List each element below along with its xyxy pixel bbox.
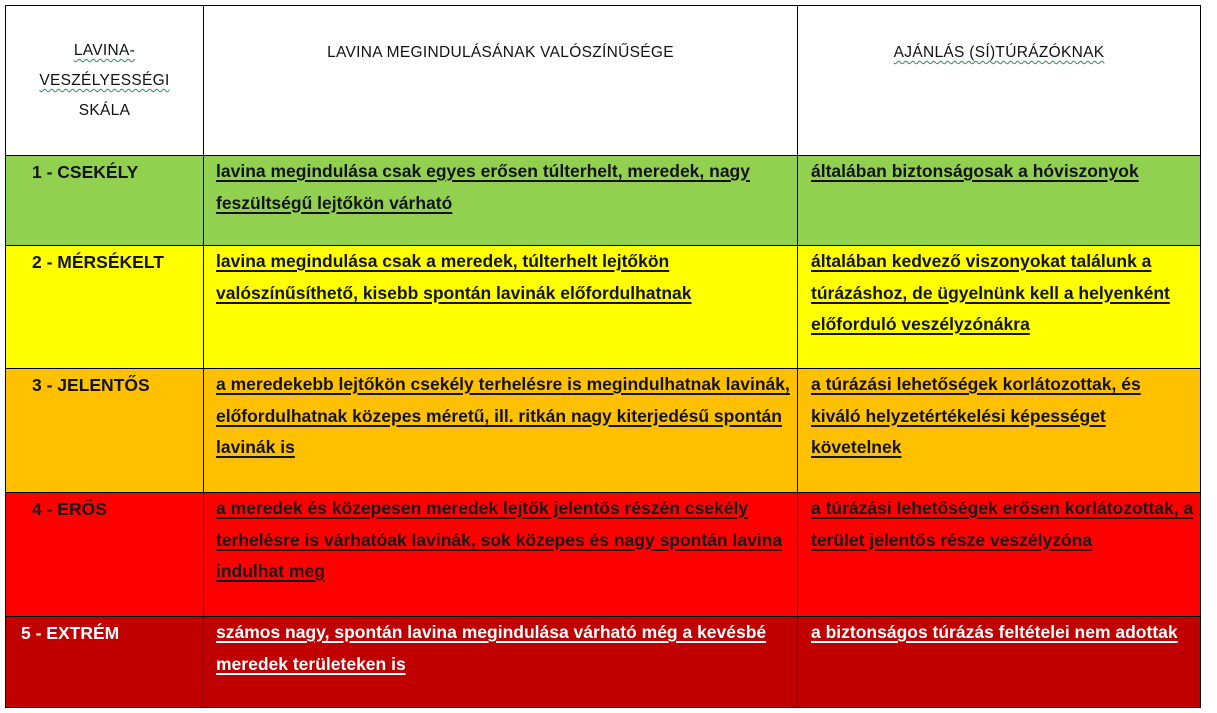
header-danger-scale-line2: VESZÉLYESSÉGI bbox=[39, 72, 170, 89]
advice-text: általában kedvező viszonyokat találunk a túrázáshoz, de ügyelnünk kell a helyenként előforduló veszélyzónákra bbox=[811, 251, 1170, 334]
advice-text: a biztonságos túrázás feltételei nem adottak bbox=[811, 622, 1178, 642]
header-advice bbox=[798, 6, 1201, 156]
danger-level: 5 - EXTRÉM bbox=[21, 623, 120, 643]
probability-cell bbox=[204, 156, 798, 246]
advice-cell bbox=[798, 246, 1201, 369]
advice-cell bbox=[798, 369, 1201, 493]
advice-cell bbox=[798, 156, 1201, 246]
level-cell bbox=[6, 246, 204, 369]
level-cell bbox=[6, 617, 204, 708]
danger-level: 3 - JELENTŐS bbox=[32, 375, 150, 395]
avalanche-danger-table bbox=[5, 5, 1201, 708]
table-row bbox=[6, 246, 1201, 369]
header-danger-scale bbox=[6, 6, 204, 156]
advice-text: a túrázási lehetőségek korlátozottak, és kiváló helyzetértékelési képességet követelnek bbox=[811, 374, 1141, 457]
probability-cell bbox=[204, 493, 798, 617]
header-probability: LAVINA MEGINDULÁSÁNAK VALÓSZÍNŰSÉGE bbox=[204, 6, 798, 156]
table-row bbox=[6, 156, 1201, 246]
level-cell bbox=[6, 369, 204, 493]
advice-cell bbox=[798, 493, 1201, 617]
level-cell bbox=[6, 156, 204, 246]
advice-cell bbox=[798, 617, 1201, 708]
advice-text: a túrázási lehetőségek erősen korlátozottak, a terület jelentős része veszélyzóna bbox=[811, 498, 1194, 550]
danger-level: 4 - ERŐS bbox=[32, 499, 107, 519]
header-advice-text: AJÁNLÁS (SÍ)TÚRÁZÓKNAK bbox=[893, 44, 1105, 61]
probability-text: lavina megindulása csak a meredek, túlterhelt lejtőkön valószínűsíthető, kisebb spontán lavinák előfordulhatnak bbox=[216, 251, 692, 303]
danger-level: 1 - CSEKÉLY bbox=[32, 162, 139, 182]
probability-text: lavina megindulása csak egyes erősen túlterhelt, meredek, nagy feszültségű lejtőkön várható bbox=[216, 161, 750, 213]
advice-text: általában biztonságosak a hóviszonyok bbox=[811, 161, 1139, 181]
header-row bbox=[6, 6, 1201, 156]
probability-text: a meredekebb lejtőkön csekély terhelésre is megindulhatnak lavinák, előfordulhatnak közepes méretű, ill. ritkán nagy kiterjedésű spontán lavinák is bbox=[216, 374, 790, 457]
level-cell bbox=[6, 493, 204, 617]
probability-text: számos nagy, spontán lavina megindulása várható még a kevésbé meredek területeken is bbox=[216, 622, 767, 674]
table-row bbox=[6, 617, 1201, 708]
probability-cell bbox=[204, 617, 798, 708]
probability-cell bbox=[204, 369, 798, 493]
probability-text: a meredek és közepesen meredek lejtők jelentős részén csekély terhelésre is várhatóak lavinák, sok közepes és nagy spontán lavina indulhat meg bbox=[216, 498, 783, 581]
table-row bbox=[6, 493, 1201, 617]
table-row bbox=[6, 369, 1201, 493]
probability-cell bbox=[204, 246, 798, 369]
header-danger-scale-line3: SKÁLA bbox=[78, 102, 131, 119]
danger-level: 2 - MÉRSÉKELT bbox=[32, 252, 164, 272]
header-danger-scale-line1: LAVINA- bbox=[73, 42, 136, 59]
